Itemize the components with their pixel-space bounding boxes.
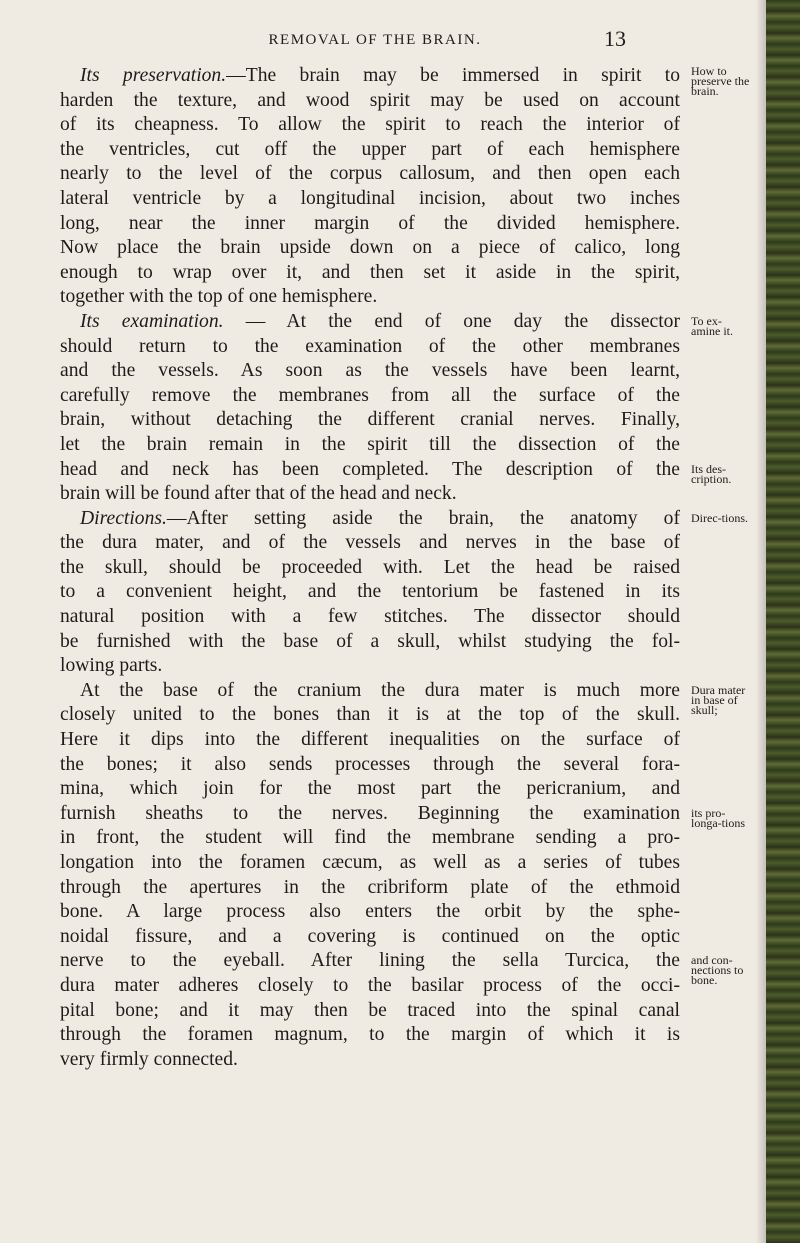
text-line: closely united to the bones than it is at the top of the skull. <box>60 704 680 726</box>
text-line: enough to wrap over it, and then set it aside in the spirit, <box>60 261 680 283</box>
text-line: nearly to the level of the corpus callosum, and then open each <box>60 163 680 185</box>
text-line: Directions.—After setting aside the brain, the anatomy of Direc-tions. <box>60 507 740 532</box>
text-line: in front, the student will find the membrane sending a pro- <box>60 827 680 849</box>
page-number: 13 <box>604 26 626 51</box>
text-line: brain, without detaching the different cranial nerves. Finally, <box>60 409 680 431</box>
text-line: harden the texture, and wood spirit may be used on account <box>60 89 680 111</box>
paragraph-heading: Its preservation. <box>80 65 227 86</box>
text-line: carefully remove the membranes from all the surface of the <box>60 384 680 406</box>
text-line: furnish sheaths to the nerves. Beginning the examination its pro-longa-tions <box>60 802 740 827</box>
paragraph-heading: Its examination. <box>80 310 224 332</box>
side-note: Dura mater in base of skull; <box>691 682 746 717</box>
text-line: through the apertures in the cribriform plate of the ethmoid <box>60 876 680 898</box>
text-line: and the vessels. As soon as the vessels have been learnt, <box>60 360 680 382</box>
side-note: Direc-tions. <box>691 510 748 525</box>
text-line: Its examination. — At the end of one day the dissector To ex-amine it. <box>60 310 740 335</box>
book-binding-edge <box>766 0 800 1243</box>
text-line: head and neck has been completed. The description of the Its des-cription. <box>60 458 740 483</box>
paragraph-heading: Directions. <box>80 507 167 529</box>
text-line: natural position with a few stitches. The dissector should <box>60 606 680 628</box>
side-note: and con-nections to bone. <box>691 953 744 988</box>
body-text <box>60 64 750 1072</box>
text-line: brain will be found after that of the head and neck. <box>60 483 457 505</box>
text-line: the ventricles, cut off the upper part of each hemisphere <box>60 138 680 160</box>
text-line: pital bone; and it may then be traced into the spinal canal <box>60 999 680 1021</box>
text-line: long, near the inner margin of the divided hemisphere. <box>60 212 680 234</box>
text-line: very firmly connected. <box>60 1048 238 1070</box>
side-note: How to preserve the brain. <box>691 64 750 98</box>
text-line: longation into the foramen cæcum, as well as a series of tubes <box>60 852 680 873</box>
text-line: Now place the brain upside down on a piece of calico, long <box>60 237 680 259</box>
text-line: At the base of the cranium the dura mater is much more Dura mater in base of skull; <box>60 679 740 704</box>
text-line: Here it dips into the different inequalities on the surface of <box>60 729 680 751</box>
text-line: should return to the examination of the other membranes <box>60 335 680 357</box>
text-line: nerve to the eyeball. After lining the sella Turcica, the and con-nections to bone. <box>60 949 740 974</box>
side-note: its pro-longa-tions <box>691 805 745 830</box>
text-line: let the brain remain in the spirit till the dissection of the <box>60 433 680 455</box>
text-line: the dura mater, and of the vessels and nerves in the base of <box>60 532 680 554</box>
text-line: dura mater adheres closely to the basilar process of the occi- <box>60 974 680 996</box>
text-line: through the foramen magnum, to the margin of which it is <box>60 1024 680 1046</box>
text-line: to a convenient height, and the tentorium be fastened in its <box>60 581 680 603</box>
text-line: Its preservation.—The brain may be immersed in spirit to How to preserve the brain. <box>80 64 750 98</box>
side-note: Its des-cription. <box>691 461 732 486</box>
side-note: To ex-amine it. <box>691 313 733 338</box>
text-line: mina, which join for the most part the pericranium, and <box>60 778 680 800</box>
text-line: the skull, should be proceeded with. Let the head be raised <box>60 556 680 578</box>
text-line: the bones; it also sends processes through the several fora- <box>60 753 680 775</box>
text-line: noidal fissure, and a covering is continued on the optic <box>60 925 680 947</box>
text-line: of its cheapness. To allow the spirit to reach the interior of <box>60 114 680 136</box>
text-line: lateral ventricle by a longitudinal incision, about two inches <box>60 187 680 209</box>
text-line: be furnished with the base of a skull, whilst studying the fol- <box>60 630 680 652</box>
text-line: lowing parts. <box>60 655 163 677</box>
running-head: REMOVAL OF THE BRAIN. <box>268 32 482 48</box>
binding-shadow <box>756 0 766 1243</box>
text-line: bone. A large process also enters the orbit by the sphe- <box>60 901 680 923</box>
text-line: together with the top of one hemisphere. <box>60 286 378 308</box>
